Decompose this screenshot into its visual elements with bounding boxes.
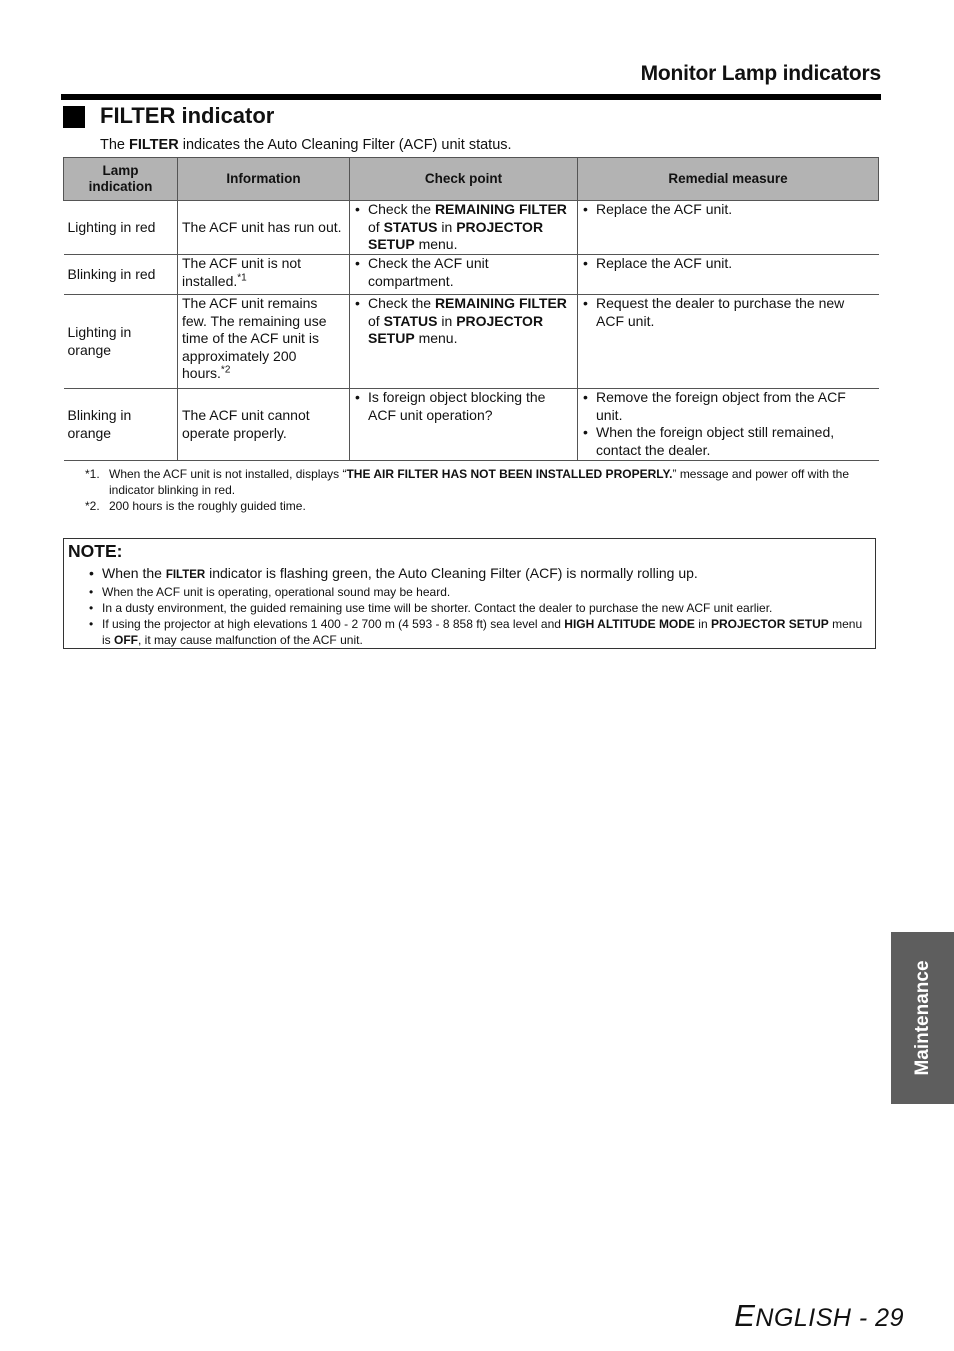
note-box (63, 538, 876, 649)
remedy-item: • When the foreign object still remained, contact the dealer. (582, 424, 875, 459)
remedy-cell (578, 255, 879, 295)
check-cell (350, 389, 578, 461)
check-cell (350, 255, 578, 295)
info-cell: The ACF unit cannot operate properly. (178, 389, 350, 461)
table-row (64, 201, 879, 255)
col-header-check-point: Check point (350, 158, 578, 201)
table-header-row (64, 158, 879, 201)
header-rule (61, 94, 881, 100)
lamp-cell: Blinking in red (64, 255, 178, 295)
remedy-item: • Remove the foreign object from the ACF unit. (582, 389, 875, 424)
footnote-1: *1. When the ACF unit is not installed, displays “THE AIR FILTER HAS NOT BEEN INSTALLED PROPERLY.” message and power off with the indicator blinking in red. (85, 467, 850, 497)
info-cell: The ACF unit remains few. The remaining use time of the ACF unit is approximately 200 hours.$^{*2}$ (178, 295, 350, 389)
table-row (64, 295, 879, 389)
footnotes (85, 466, 875, 514)
section-title: FILTER indicator (100, 103, 275, 128)
note-title: NOTE: (68, 541, 123, 561)
note-item: • When the ACF unit is operating, operational sound may be heard. (102, 584, 874, 600)
remedy-item: • Replace the ACF unit. (582, 255, 875, 273)
col-header-lamp: Lamp indication (64, 158, 178, 201)
page-number: ENGLISH - 29 (734, 1298, 904, 1333)
check-cell (350, 295, 578, 389)
lamp-cell: Lighting in red (64, 201, 178, 255)
filter-status-table (63, 157, 879, 461)
info-cell: The ACF unit has run out. (178, 201, 350, 255)
remedy-item: • Replace the ACF unit. (582, 201, 875, 219)
remedy-cell (578, 201, 879, 255)
note-item: • When the FILTER indicator is flashing green, the Auto Cleaning Filter (ACF) is normally rolling up. (102, 564, 874, 584)
check-item: • Is foreign object blocking the ACF unit operation? (354, 389, 573, 424)
remedy-item: • Request the dealer to purchase the new ACF unit. (582, 295, 875, 330)
check-item: • Check the ACF unit compartment. (354, 255, 573, 290)
remedy-cell (578, 295, 879, 389)
check-item: • Check the REMAINING FILTER of STATUS in PROJECTOR SETUP menu. (354, 295, 573, 348)
footnote-2: *2. 200 hours is the roughly guided time. (85, 499, 306, 513)
lamp-cell: Lighting in orange (64, 295, 178, 389)
side-tab-label: Maintenance (911, 960, 933, 1076)
lamp-cell: Blinking in orange (64, 389, 178, 461)
side-tab-maintenance (891, 932, 954, 1104)
filter-term: FILTER (129, 137, 179, 153)
note-item: • If using the projector at high elevations 1 400 - 2 700 m (4 593 - 8 858 ft) sea level and HIGH ALTITUDE MODE in PROJECTOR SETUP menu is OFF, it may cause malfunction of the ACF unit. (102, 616, 874, 648)
note-item: • In a dusty environment, the guided remaining use time will be shorter. Contact the dealer to purchase the new ACF unit earlier. (102, 600, 874, 616)
check-item: • Check the REMAINING FILTER of STATUS in PROJECTOR SETUP menu. (354, 201, 573, 254)
info-cell: The ACF unit is not installed.$^{*1}$ (178, 255, 350, 295)
section-square-icon (63, 106, 85, 128)
page-header-title: Monitor Lamp indicators (640, 62, 881, 85)
check-cell (350, 201, 578, 255)
table-row (64, 255, 879, 295)
intro-text: The FILTER indicates the Auto Cleaning Filter (ACF) unit status. (100, 137, 512, 153)
remedy-cell (578, 389, 879, 461)
col-header-information: Information (178, 158, 350, 201)
col-header-remedial-measure: Remedial measure (578, 158, 879, 201)
table-row (64, 389, 879, 461)
